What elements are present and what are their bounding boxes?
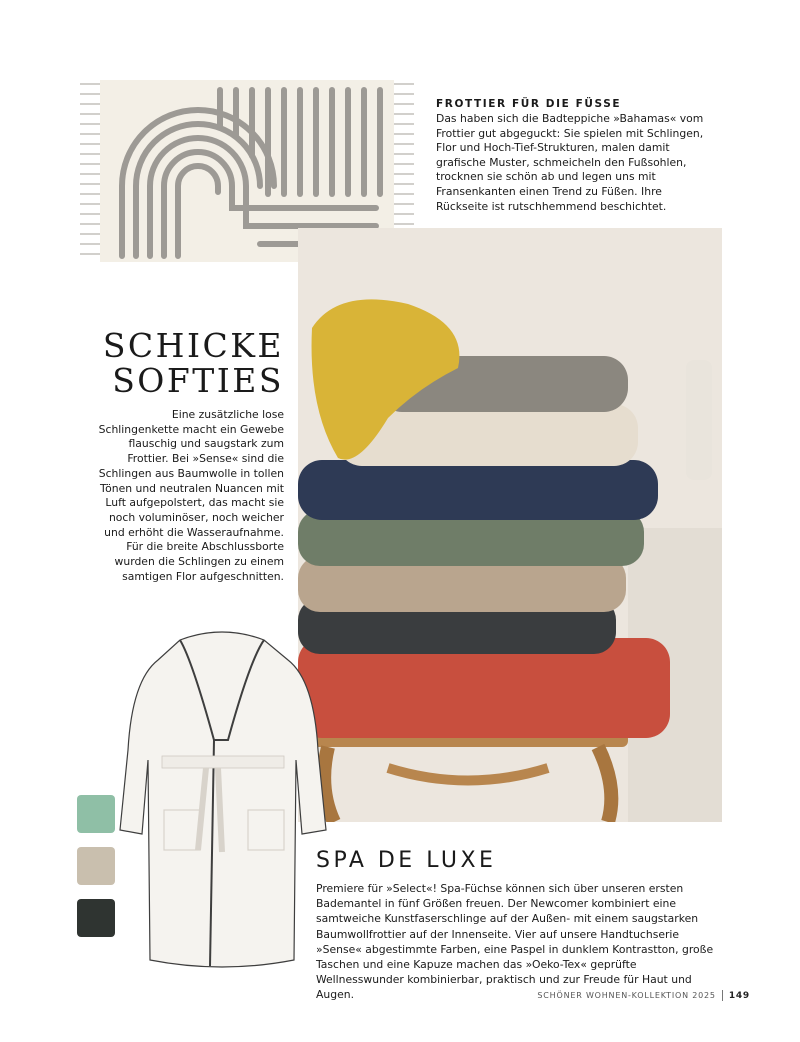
page-footer <box>537 990 750 1001</box>
schicke-softies-section <box>90 328 284 584</box>
spa-de-luxe-text: Premiere für »Select«! Spa-Füchse können sich über unseren ersten Bademantel in fünf Größen freuen. Der Newcomer kombiniert eine samtweiche Kunstfaserschlinge auf der Außen- mit einem saugstarken Baumwollfrottier auf der Innenseite. Vier auf unsere Handtuchserie »Sense« abgestimmte Farben, eine Paspel in dunklem Kontrastton, große Taschen und eine Kapuze machen das »Oeko-Tex« geprüfte Wellnesswunder kombinierbar, praktisch und zur Freude für Haut und Augen. <box>316 882 714 1002</box>
swatch-mint <box>77 795 115 833</box>
swatch-sand <box>77 847 115 885</box>
frottier-text: Das haben sich die Badteppiche »Bahamas« vom Frottier gut abgeguckt: Sie spielen mit Schlingen, Flor und Hoch-Tief-Strukturen, malen damit grafische Muster, schmeicheln den Fußsohlen, trocknen sie schön ab und legen uns mit Fransenkanten einen Trend zu Füßen. Ihre Rückseite ist rutschhemmend beschichtet. <box>436 112 704 213</box>
towel-stack-photo <box>298 228 722 822</box>
publication-name: SCHÖNER WOHNEN-KOLLEKTION 2025 <box>537 991 716 1000</box>
swatch-anthracite <box>77 899 115 937</box>
page-number: 149 <box>728 990 750 1001</box>
frottier-heading: FROTTIER FÜR DIE FÜSSE <box>436 98 622 110</box>
heading-line-1: SCHICKE <box>102 326 284 365</box>
schicke-softies-text: Eine zusätzliche lose Schlingenkette macht ein Gewebe flauschig und saugstark zum Frottier. Bei »Sense« sind die Schlingen aus Baumwolle in tollen Tönen und neutralen Nuancen mit Luft aufgepolstert, das macht sie noch voluminöser, noch weicher und erhöht die Wasseraufnahme. Für die breite Abschlussborte wurden die Schlingen zu einem samtigen Flor aufgeschnitten. <box>98 408 284 583</box>
footer-divider <box>722 990 723 1001</box>
spa-de-luxe-section <box>316 848 726 1003</box>
heading-line-2: SOFTIES <box>112 361 284 400</box>
frottier-section <box>436 98 716 214</box>
schicke-softies-heading <box>90 328 284 398</box>
spa-de-luxe-heading: SPA DE LUXE <box>316 848 497 873</box>
bathrobe-image <box>118 630 328 975</box>
